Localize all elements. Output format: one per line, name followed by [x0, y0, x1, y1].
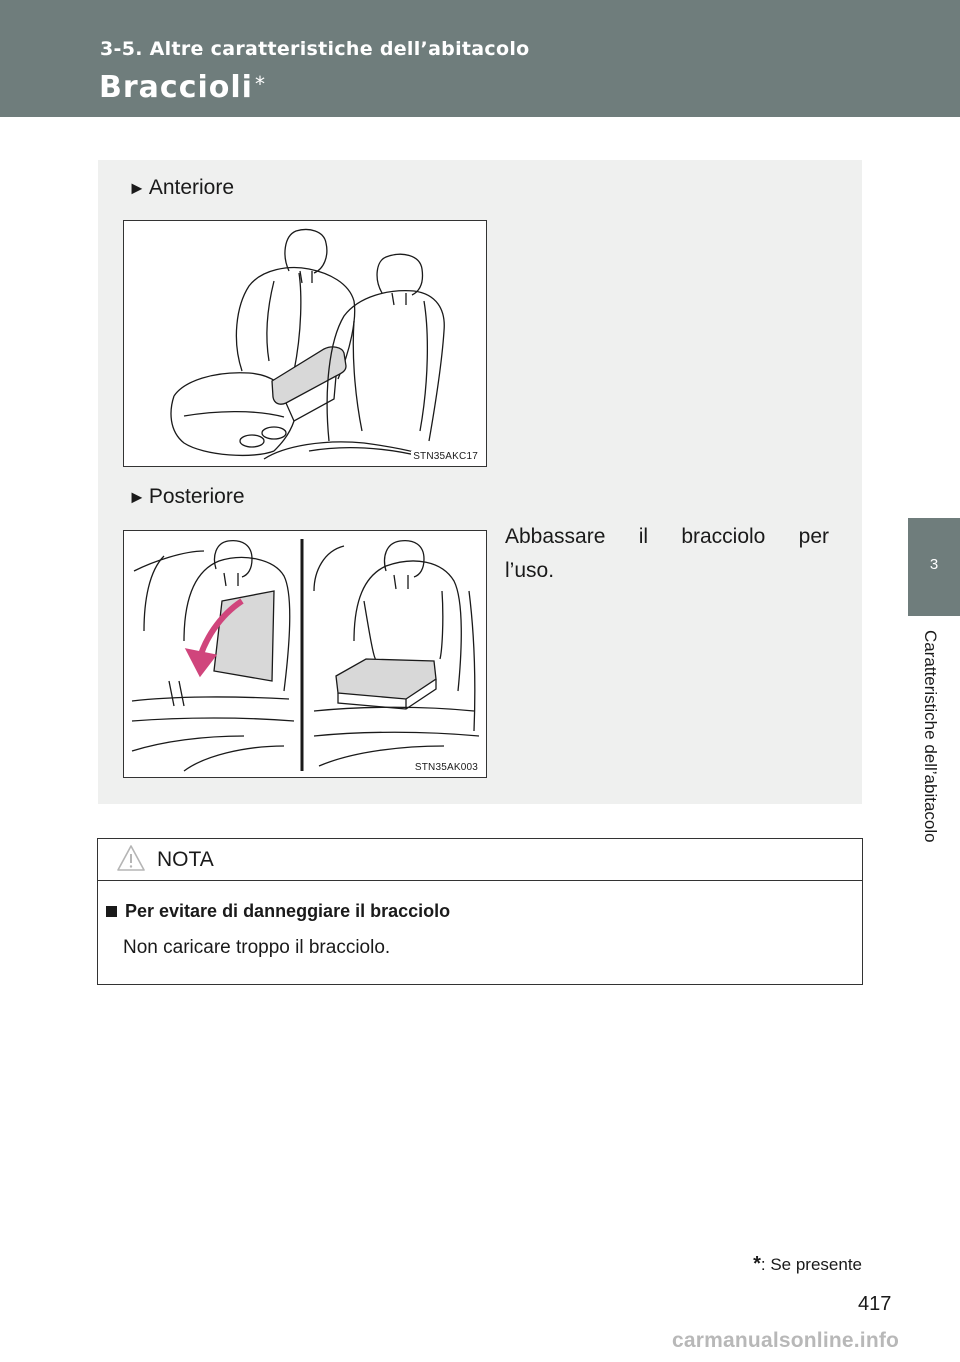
page-title-text: Braccioli	[99, 70, 253, 105]
footnote-mark: *	[753, 1253, 761, 1275]
note-item-title	[106, 901, 450, 922]
chapter-tab	[908, 518, 960, 616]
front-heading	[128, 176, 234, 200]
rear-seats-illustration	[124, 531, 486, 777]
front-armrest-figure	[123, 220, 487, 467]
note-title: NOTA	[157, 848, 214, 871]
page-title	[99, 70, 266, 105]
figure-code: STN35AK003	[414, 762, 478, 773]
figure-code: STN35AKC17	[413, 451, 478, 462]
front-seats-illustration	[124, 221, 486, 466]
chapter-title: Caratteristiche dell’abitacolo	[921, 630, 940, 843]
note-item-text: Non caricare troppo il bracciolo.	[123, 937, 391, 958]
footnote	[753, 1253, 862, 1276]
warning-triangle-icon	[116, 844, 146, 872]
rear-armrest-figure	[123, 530, 487, 778]
instruction-line-1: Abbassare il bracciolo per	[505, 525, 829, 548]
note-box	[97, 838, 863, 985]
watermark: carmanualsonline.info	[672, 1329, 900, 1352]
chapter-number: 3	[929, 556, 939, 573]
triangle-right-icon: ►	[128, 178, 146, 198]
front-label: Anteriore	[148, 176, 235, 199]
page-number: 417	[858, 1293, 892, 1315]
square-bullet-icon	[106, 906, 117, 917]
instruction-line-2: l’uso.	[505, 559, 555, 582]
rear-instruction	[505, 520, 829, 588]
triangle-right-icon: ►	[128, 487, 146, 507]
page-header	[0, 0, 960, 117]
note-item-title-text: Per evitare di danneggiare il bracciolo	[125, 901, 451, 921]
optional-mark: *	[254, 72, 266, 96]
section-label: 3-5. Altre caratteristiche dell’abitacolo	[100, 38, 530, 60]
footnote-text: : Se presente	[760, 1255, 862, 1274]
rear-heading	[128, 485, 245, 509]
note-header	[98, 839, 862, 881]
rear-label: Posteriore	[148, 485, 245, 508]
